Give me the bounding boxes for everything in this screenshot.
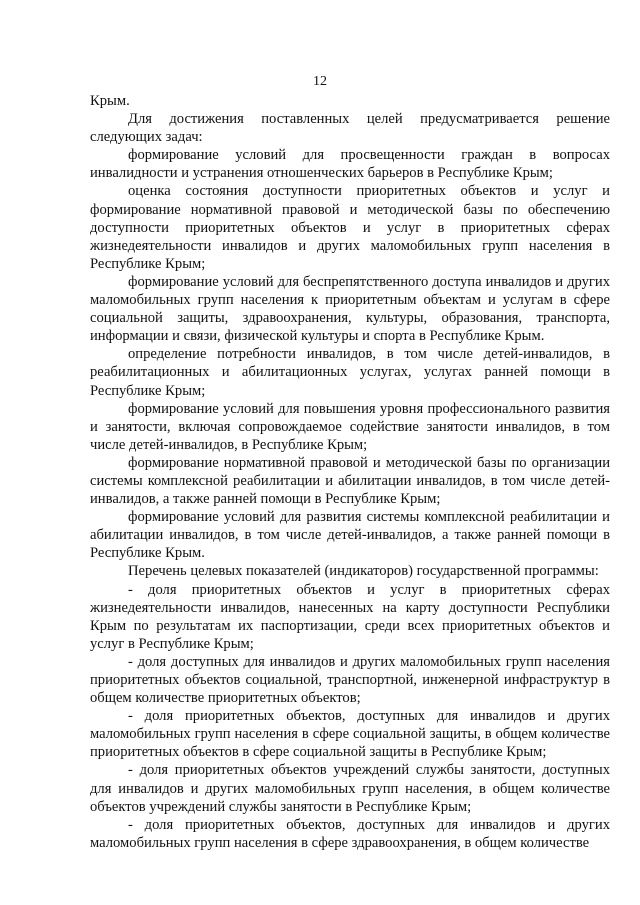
paragraph-task: определение потребности инвалидов, в том числе детей-инвалидов, в реабилитационных и абилитационных услугах, услугах ранней помощи в Республике Крым;	[90, 346, 610, 399]
document-body	[90, 92, 610, 852]
paragraph-task: формирование условий для беспрепятственного доступа инвалидов и других маломобильных групп населения к приоритетным объектам и услугам в сфере социальной защиты, здравоохранения, культуры, образования, транспорта, информации и связи, физической культуры и спорта в Республике Крым.	[90, 273, 610, 345]
paragraph-task: формирование условий для развития системы комплексной реабилитации и абилитации инвалидов, в том числе детей-инвалидов, а также ранней помощи в Республике Крым.	[90, 509, 610, 562]
page-number: 12	[313, 74, 327, 89]
paragraph-task: оценка состояния доступности приоритетных объектов и услуг и формирование нормативной правовой и методической базы по обеспечению доступности приоритетных объектов и услуг в приоритетных сферах жизнедеятельности инвалидов и других маломобильных групп населения в Республике Крым;	[90, 183, 610, 272]
paragraph-indicator: - доля приоритетных объектов и услуг в приоритетных сферах жизнедеятельности инвалидов, нанесенных на карту доступности Республики Крым по результатам их паспортизации, среди всех приоритетных объектов и услуг в Республике Крым;	[90, 581, 610, 652]
paragraph-tasks-intro: Для достижения поставленных целей предусматривается решение следующих задач:	[90, 111, 610, 146]
paragraph-indicator: - доля приоритетных объектов, доступных для инвалидов и других маломобильных групп населения в сфере социальной защиты, в общем количестве приоритетных объектов в сфере социальной защиты в Республике Крым;	[90, 708, 610, 761]
paragraph-task: формирование условий для повышения уровня профессионального развития и занятости, включая сопровождаемое содействие занятости инвалидов, в том числе детей-инвалидов, в Республике Крым;	[90, 400, 610, 453]
paragraph-indicators-intro: Перечень целевых показателей (индикаторов) государственной программы:	[128, 563, 599, 580]
paragraph-task: формирование нормативной правовой и методической базы по организации системы комплексной реабилитации и абилитации инвалидов, в том числе детей-инвалидов, а также ранней помощи в Республике Крым;	[90, 454, 610, 508]
paragraph-continuation: Крым.	[90, 93, 130, 109]
paragraph-task: формирование условий для просвещенности граждан в вопросах инвалидности и устранения отношенческих барьеров в Республике Крым;	[90, 147, 610, 182]
paragraph-indicator: - доля приоритетных объектов учреждений службы занятости, доступных для инвалидов и других маломобильных групп населения, в общем количестве объектов учреждений службы занятости в Республике Крым;	[90, 762, 610, 815]
paragraph-indicator: - доля приоритетных объектов, доступных для инвалидов и других маломобильных групп населения в сфере здравоохранения, в общем количестве	[90, 816, 610, 851]
paragraph-indicator: - доля доступных для инвалидов и других маломобильных групп населения приоритетных объектов социальной, транспортной, инженерной инфраструктур в общем количестве приоритетных объектов;	[90, 653, 610, 707]
